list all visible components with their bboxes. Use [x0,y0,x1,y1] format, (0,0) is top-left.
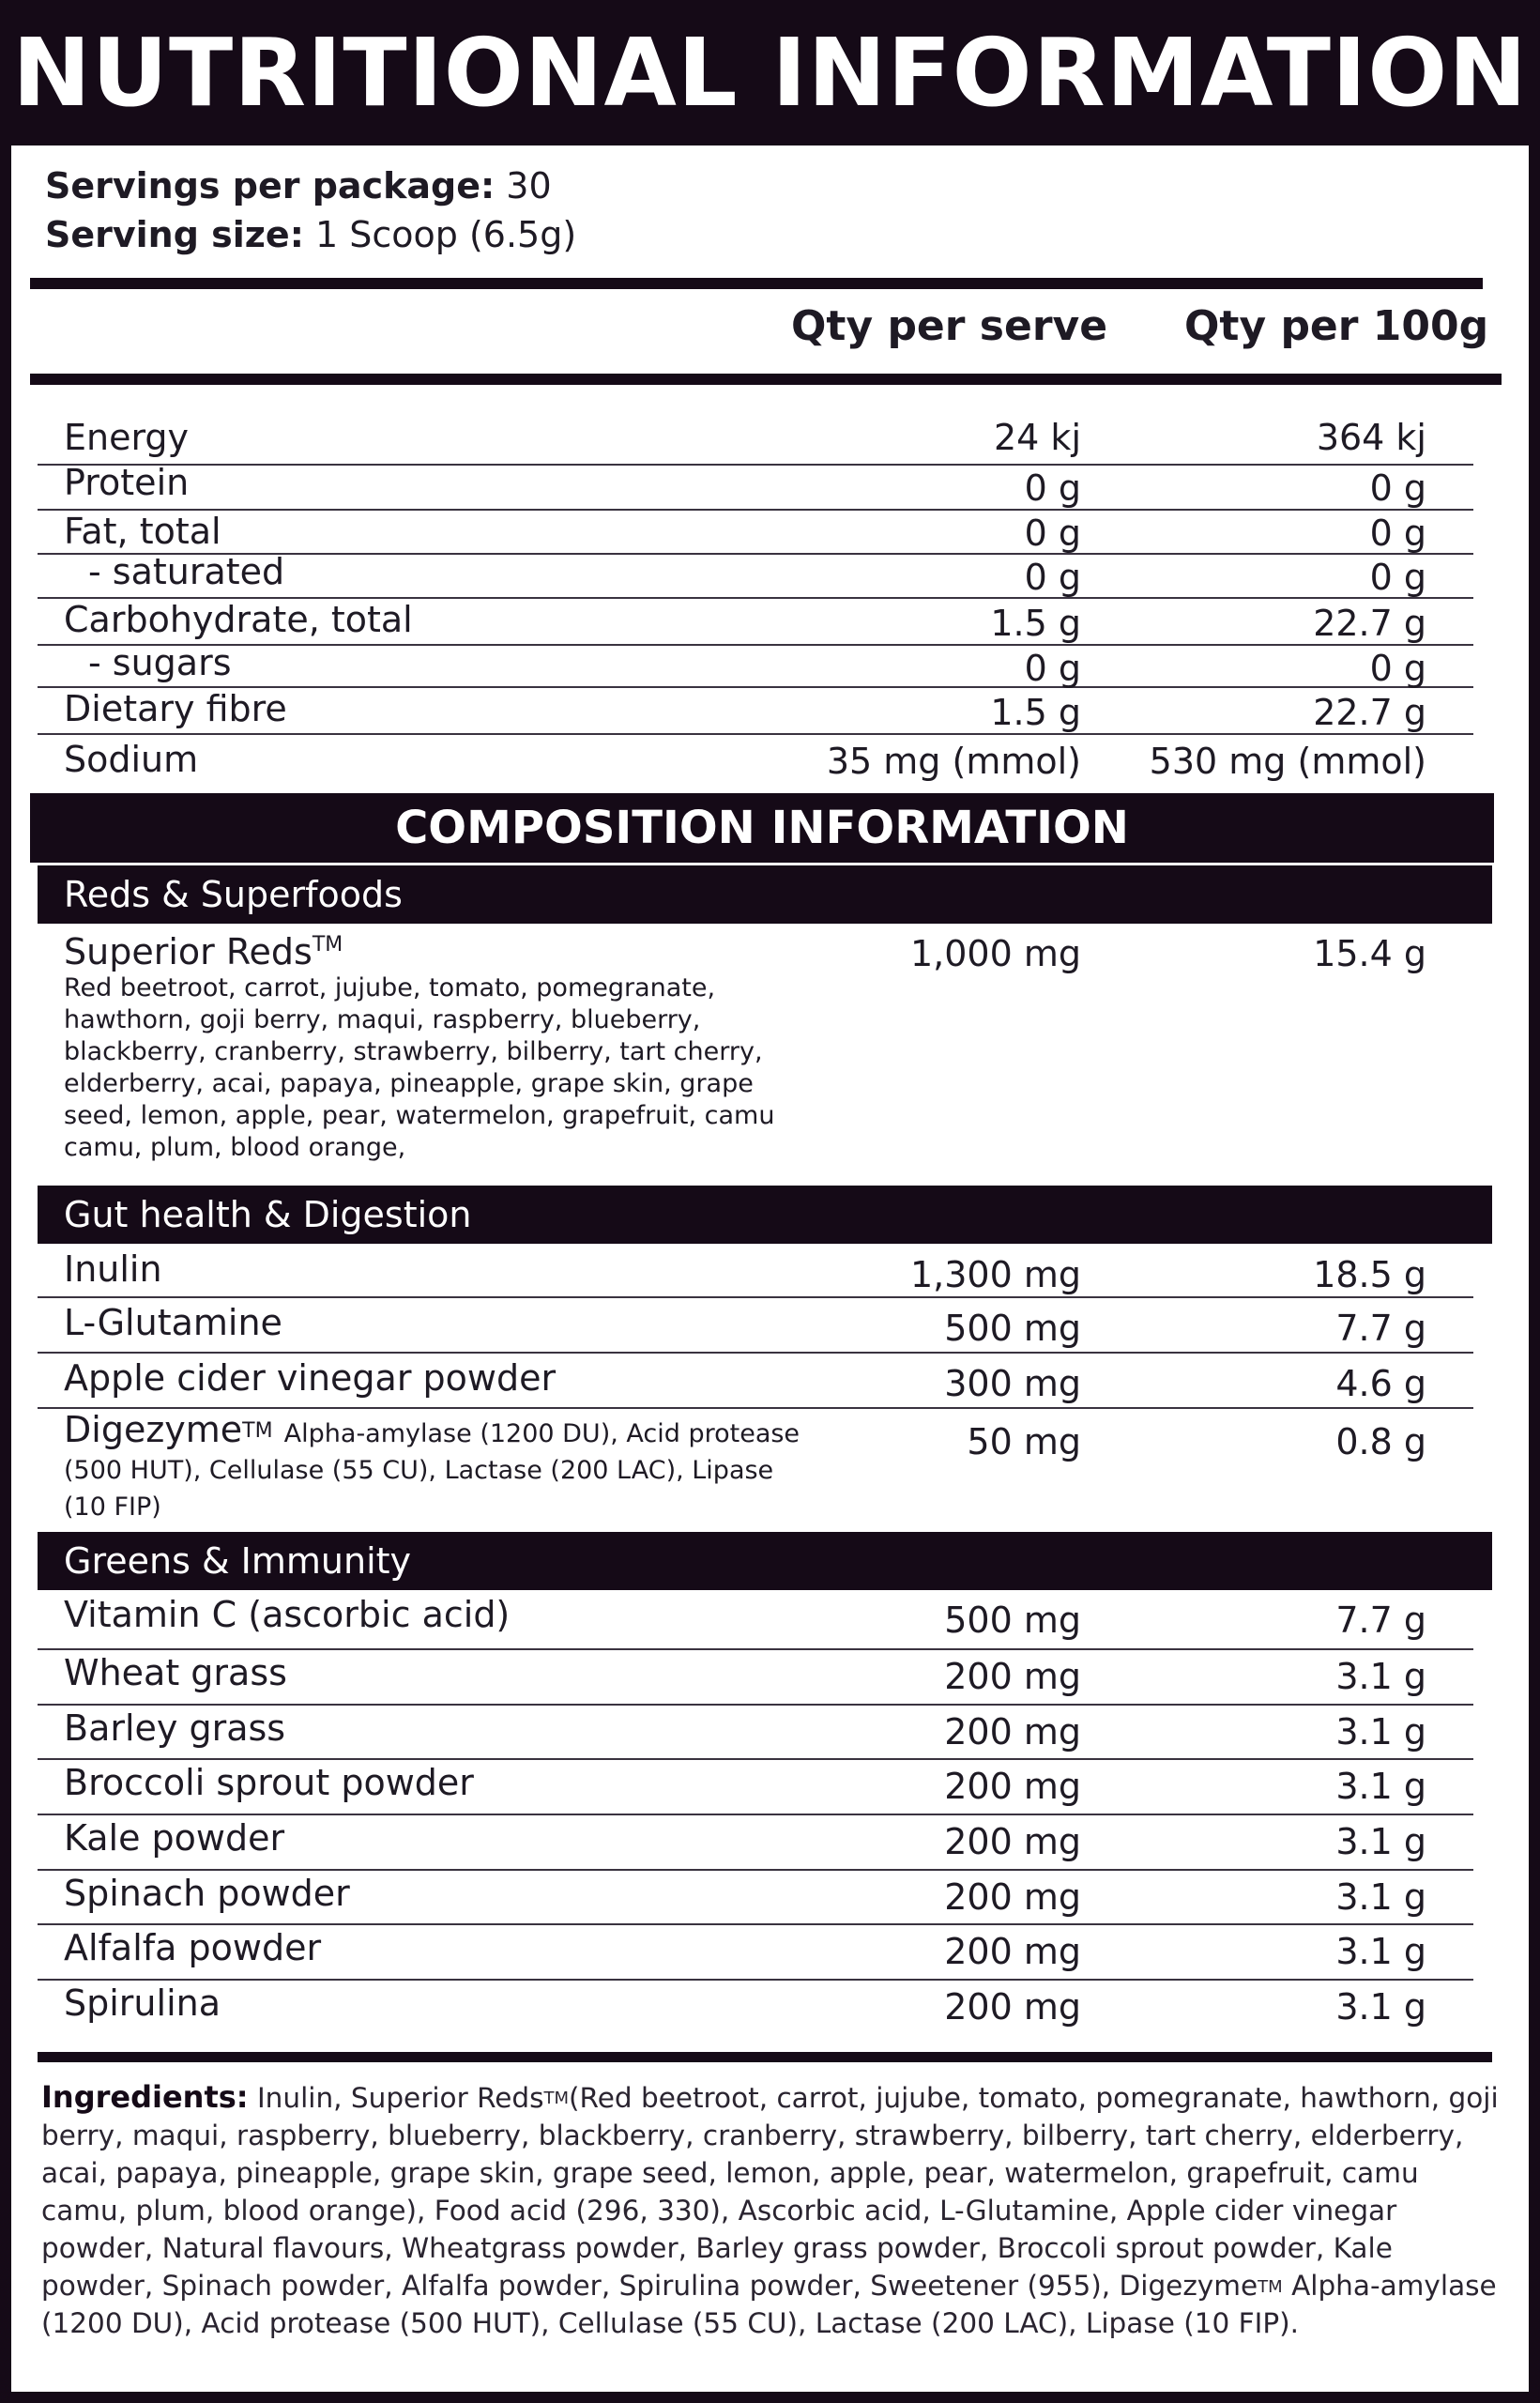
per-100g-value: 0 g [1369,467,1426,509]
table-row [38,1815,1473,1871]
serving-size-label: Serving size: [45,214,304,255]
ingredient-label: Inulin [64,1248,162,1290]
ingredients-label: Ingredients: [41,2079,249,2115]
per-100g-value: 0.8 g [1335,1421,1426,1462]
ingredients-text: Alpha-amylase (1200 DU), Acid protease (500 HUT), Cellulase (55 CU), Lactase (200 LAC), Lipase (10 FIP). [41,2270,1497,2339]
table-row [38,1981,1473,2037]
per-100g-value: 0 g [1369,648,1426,689]
servings-per-package-value: 30 [506,165,552,207]
trademark-symbol: TM [242,1419,273,1443]
table-row [38,688,1473,735]
per-100g-value: 3.1 g [1335,1876,1426,1918]
table-row [38,1354,1473,1409]
digezyme-name: Digezyme [64,1409,243,1450]
trademark-symbol: TM [543,2089,570,2108]
ingredient-label: Barley grass [64,1707,286,1749]
per-serve-value: 200 mg [944,1876,1081,1918]
trademark-symbol: TM [312,933,343,957]
per-100g-value: 7.7 g [1335,1308,1426,1349]
per-100g-value: 3.1 g [1335,1821,1426,1862]
per-serve-value: 500 mg [944,1599,1081,1641]
superior-reds-detail: Red beetroot, carrot, jujube, tomato, pomegranate, hawthorn, goji berry, maqui, raspberry, blueberry, blackberry, cranberry, strawberry, bilberry, tart cherry, elderberry, acai, papaya, pineapple, grape skin, grape seed, lemon, apple, pear, watermelon, grapefruit, camu camu, plum, blood orange, [64,973,775,1162]
per-100g-value: 3.1 g [1335,1986,1426,2028]
per-serve-value: 50 mg [967,1421,1081,1462]
per-serve-value: 200 mg [944,1821,1081,1862]
table-row [38,1706,1473,1760]
table-row [38,1925,1473,1981]
divider [30,374,1502,385]
per-serve-value: 0 g [1024,467,1081,509]
nutrient-label: Dietary fibre [64,688,287,729]
divider [38,2052,1492,2062]
nutrient-label: Sodium [64,739,199,780]
per-100g-value: 22.7 g [1313,692,1426,733]
per-serve-value: 200 mg [944,1986,1081,2028]
servings-per-package [45,161,576,210]
ingredient-label: Spirulina [64,1982,221,2024]
table-row [38,1871,1473,1925]
ingredient-label: Broccoli sprout powder [64,1762,474,1803]
column-header-per-100g: Qty per 100g [1184,302,1489,350]
ingredient-label: Wheat grass [64,1652,287,1693]
table-row [38,511,1473,555]
per-serve-value: 1,300 mg [909,1254,1081,1295]
table-row [38,417,1473,466]
section-reds-superfoods: Reds & Superfoods [38,865,1492,924]
table-row [38,1650,1473,1706]
ingredient-label: Alfalfa powder [64,1927,322,1968]
per-serve-value: 24 kj [994,417,1081,458]
nutrient-label: Energy [64,417,190,458]
per-serve-value: 1.5 g [990,692,1081,733]
per-serve-value: 1.5 g [990,603,1081,644]
ingredients-list [41,2078,1502,2342]
per-100g-value: 3.1 g [1335,1656,1426,1697]
per-100g-value: 364 kj [1316,417,1426,458]
per-100g-value: 3.1 g [1335,1931,1426,1972]
nutrient-label: Carbohydrate, total [64,599,413,640]
superior-reds-name: Superior Reds [64,931,313,972]
table-row [38,1298,1473,1354]
nutrient-label: - sugars [88,642,232,683]
ingredient-label: Apple cider vinegar powder [64,1357,557,1399]
per-serve-value: 500 mg [944,1308,1081,1349]
table-row [38,931,1473,1185]
digezyme-detail: Alpha-amylase (1200 DU), Acid protease (500 HUT), Cellulase (55 CU), Lactase (200 LAC), Lipase (10 FIP) [64,1419,800,1522]
per-serve-value: 0 g [1024,557,1081,598]
digezyme-label [64,1409,815,1523]
serving-size [45,210,576,259]
ingredient-label: Spinach powder [64,1873,350,1914]
nutrient-label: Protein [64,462,190,503]
per-100g-value: 3.1 g [1335,1711,1426,1753]
composition-title: COMPOSITION INFORMATION [30,793,1494,863]
table-row [38,1248,1473,1298]
section-greens-immunity: Greens & Immunity [38,1532,1492,1590]
per-100g-value: 4.6 g [1335,1363,1426,1404]
ingredients-text: Inulin, Superior Reds [256,2082,544,2114]
per-100g-value: 530 mg (mmol) [1149,741,1426,782]
superior-reds-label [64,931,777,1164]
section-gut-health: Gut health & Digestion [38,1186,1492,1244]
per-serve-value: 0 g [1024,648,1081,689]
per-serve-value: 200 mg [944,1931,1081,1972]
serving-info [45,161,576,259]
per-100g-value: 0 g [1369,513,1426,554]
per-100g-value: 18.5 g [1313,1254,1426,1295]
per-serve-value: 200 mg [944,1711,1081,1753]
table-row [38,551,1473,599]
table-row [38,599,1473,646]
per-serve-value: 300 mg [944,1363,1081,1404]
per-100g-value: 0 g [1369,557,1426,598]
ingredients-text: (Red beetroot, carrot, jujube, tomato, pomegranate, hawthorn, goji berry, maqui, raspberry, blueberry, blackberry, cranberry, strawberry, bilberry, tart cherry, elderberry, acai, papaya, pineapple, grape skin, grape seed, lemon, apple, pear, watermelon, grapefruit, camu camu, plum, blood orange), Food acid (296, 330), Ascorbic acid, L-Glutamine, Apple cider vinegar powder, Natural flavours, Wheatgrass powder, Barley grass powder, Broccoli sprout powder, Kale powder, Spinach powder, Alfalfa powder, Spirulina powder, Sweetener (955), Digezyme [41,2082,1499,2302]
servings-per-package-label: Servings per package: [45,165,496,207]
divider [30,278,1483,289]
table-row [38,1594,1473,1650]
serving-size-value: 1 Scoop (6.5g) [314,214,577,255]
nutrient-label: Fat, total [64,511,221,552]
nutrition-title: NUTRITIONAL INFORMATION [0,0,1540,145]
nutrient-label: - saturated [88,551,285,592]
per-100g-value: 3.1 g [1335,1766,1426,1807]
table-row [38,462,1473,511]
per-100g-value: 15.4 g [1313,933,1426,974]
ingredient-label: L-Glutamine [64,1302,282,1343]
table-row [38,735,1473,782]
table-row [38,1409,1473,1526]
per-100g-value: 7.7 g [1335,1599,1426,1641]
per-serve-value: 200 mg [944,1656,1081,1697]
table-row [38,1760,1473,1815]
per-serve-value: 1,000 mg [909,933,1081,974]
per-serve-value: 200 mg [944,1766,1081,1807]
ingredient-label: Vitamin C (ascorbic acid) [64,1594,511,1635]
trademark-symbol: TM [1258,2277,1283,2297]
ingredient-label: Kale powder [64,1817,285,1859]
per-serve-value: 0 g [1024,513,1081,554]
table-row [38,642,1473,689]
column-header-per-serve: Qty per serve [791,302,1108,350]
per-serve-value: 35 mg (mmol) [826,741,1081,782]
per-100g-value: 22.7 g [1313,603,1426,644]
